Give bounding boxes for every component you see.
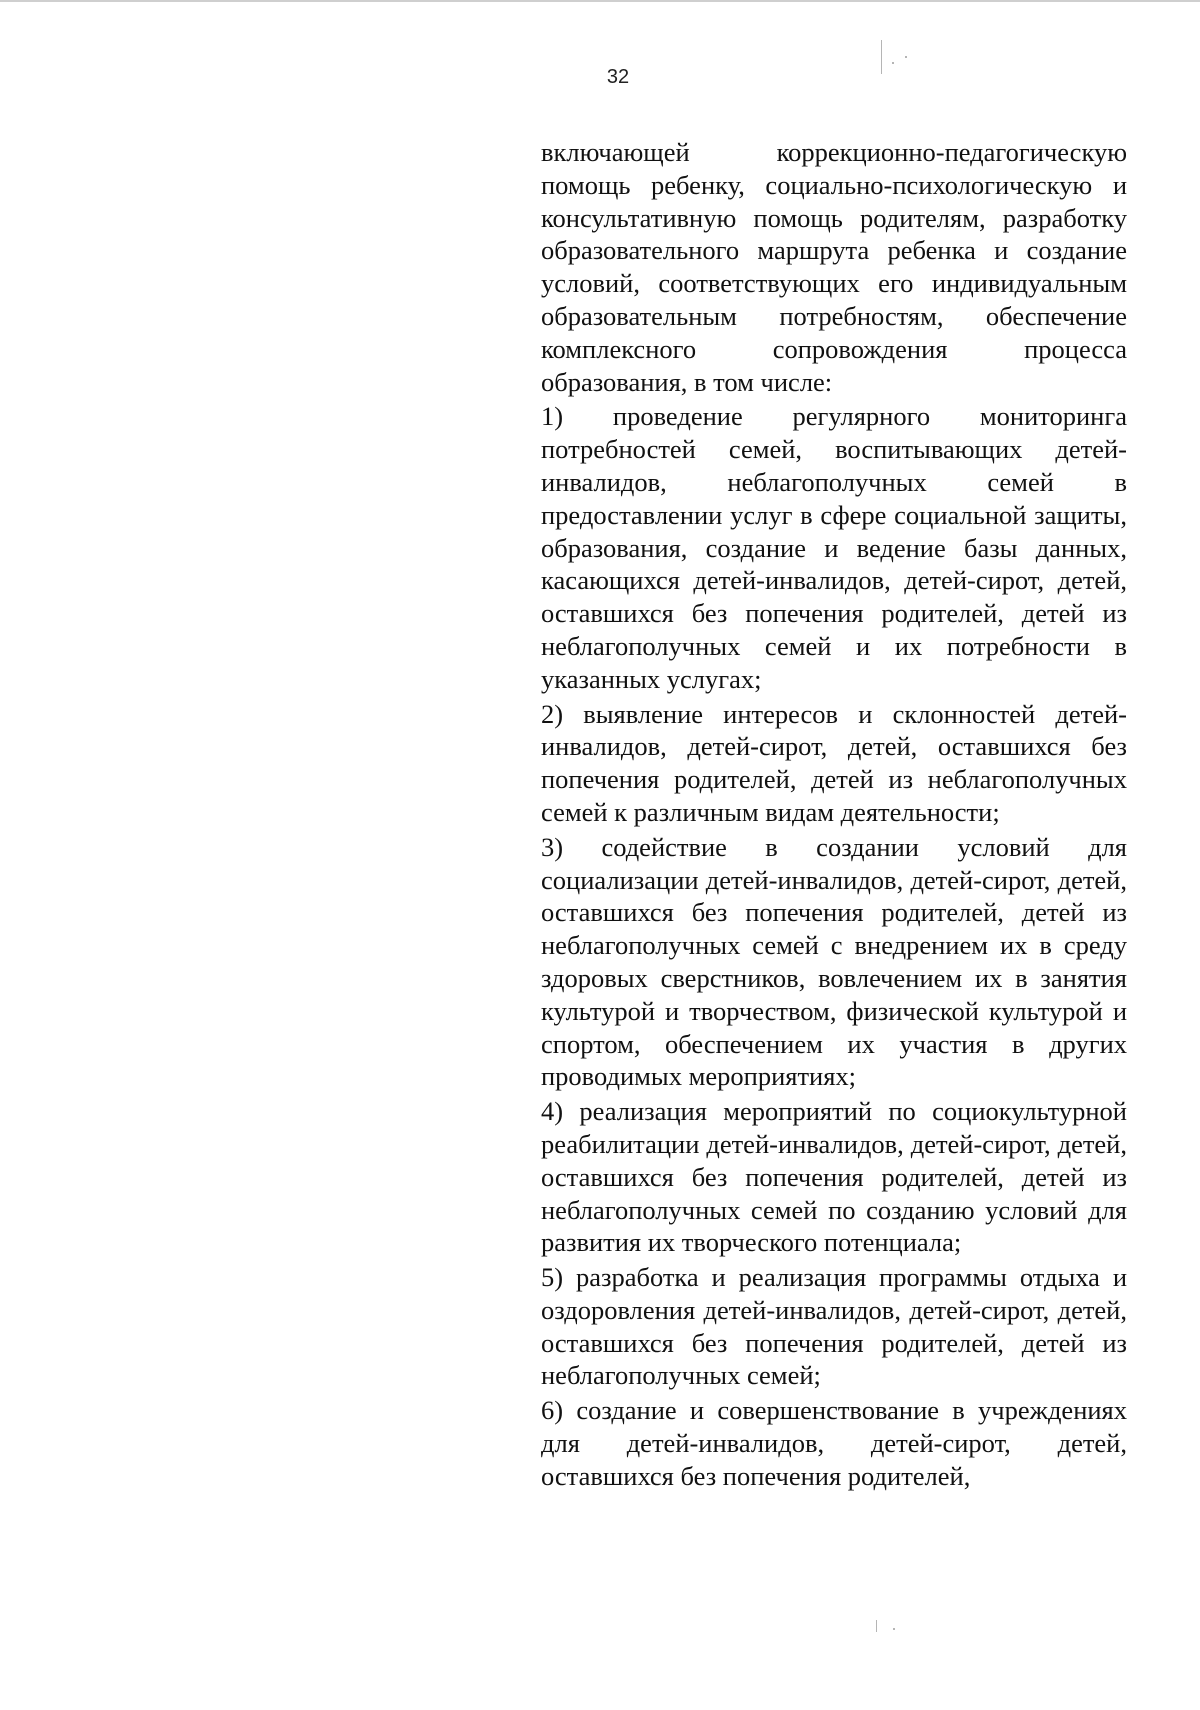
paragraph-item-1: 1) проведение регулярного мониторинга потребностей семей, воспитывающих детей-инвалидов, неблагополучных семей в предоставлении услуг в сфере социальной защиты, образования, создание и ведение базы данных, касающихся детей-инвалидов, детей-сирот, детей, оставшихся без попечения родителей, детей из неблагополучных семей и их потребности в указанных услугах; <box>541 401 1127 694</box>
scan-artifact <box>892 62 894 64</box>
scan-artifact <box>876 1620 877 1632</box>
paragraph-item-2: 2) выявление интересов и склонностей детей-инвалидов, детей-сирот, детей, оставшихся без попечения родителей, детей из неблагополучных семей к различным видам деятельности; <box>541 698 1127 827</box>
paragraph-item-3: 3) содействие в создании условий для социализации детей-инвалидов, детей-сирот, детей, оставшихся без попечения родителей, детей из неблагополучных семей с внедрением их в среду здоровых сверстников, вовлечением их в занятия культурой и творчеством, физической культурой и спортом, обеспечением их участия в других проводимых мероприятиях; <box>541 831 1127 1092</box>
paragraph-item-4: 4) реализация мероприятий по социокультурной реабилитации детей-инвалидов, детей-сирот, детей, оставшихся без попечения родителей, детей из неблагополучных семей по созданию условий для развития их творческого потенциала; <box>541 1096 1127 1258</box>
scan-artifact <box>905 56 907 58</box>
page-number: 32 <box>606 66 630 88</box>
paragraph-item-6: 6) создание и совершенствование в учреждениях для детей-инвалидов, детей-сирот, детей, оставшихся без попечения родителей, <box>541 1395 1127 1491</box>
paragraph-intro: включающей коррекционно-педагогическую помощь ребенку, социально-психологическую и консультативную помощь родителям, разработку образовательного маршрута ребенка и создание условий, соответствующих его индивидуальным образовательным потребностям, обеспечение комплексного сопровождения процесса образования, в том числе: <box>541 137 1127 397</box>
paragraph-item-5: 5) разработка и реализация программы отдыха и оздоровления детей-инвалидов, детей-сирот, детей, оставшихся без попечения родителей, детей из неблагополучных семей; <box>541 1262 1127 1391</box>
scan-artifact <box>881 40 882 74</box>
body-text <box>541 136 1127 1495</box>
scan-artifact <box>893 1628 895 1630</box>
scan-top-edge <box>0 0 1200 2</box>
